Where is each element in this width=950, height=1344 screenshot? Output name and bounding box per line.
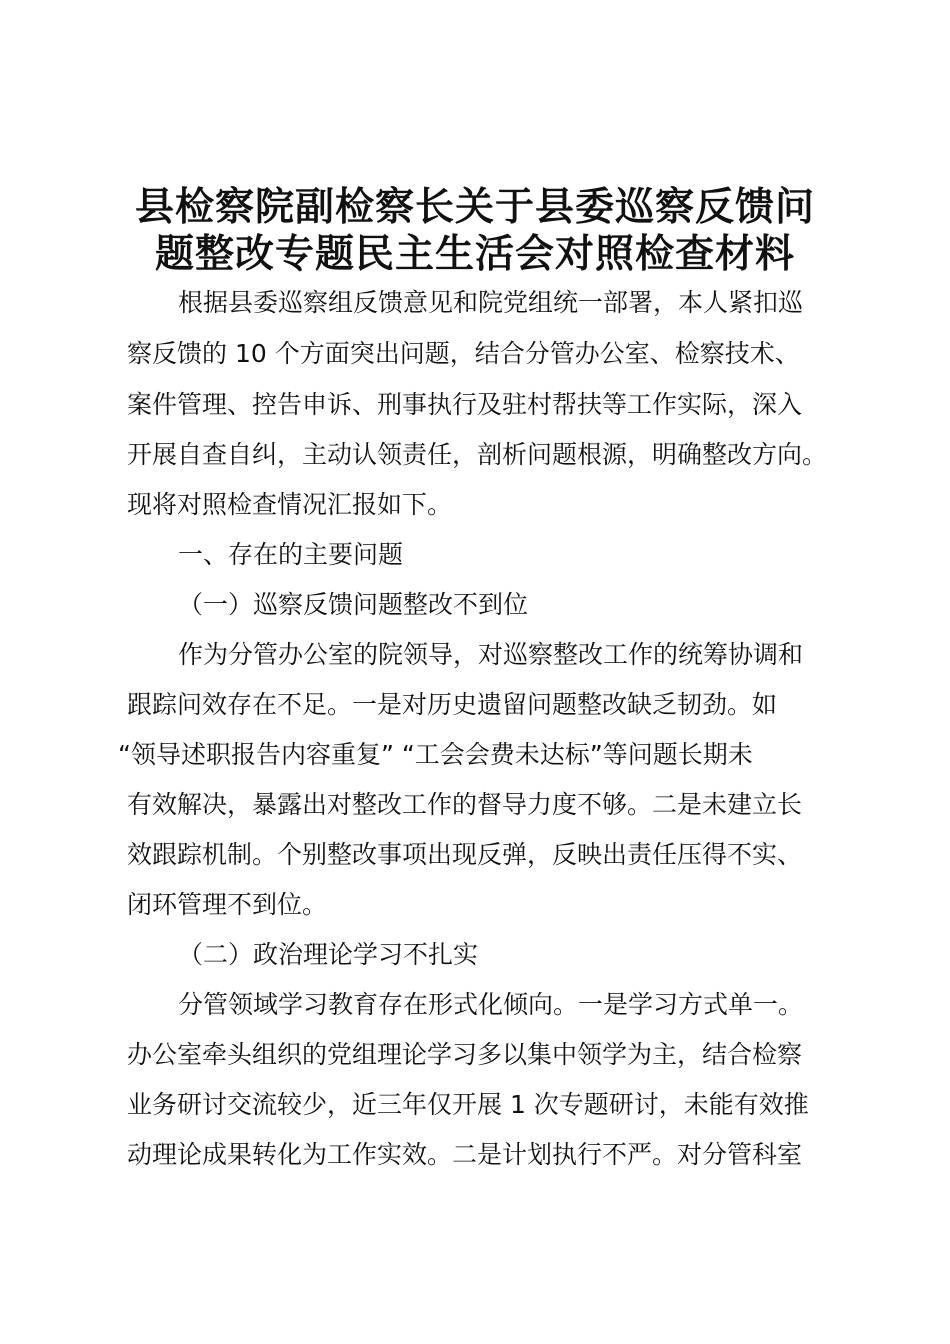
body-line: 办公室牵头组织的党组理论学习多以集中领学为主，结合检察 (127, 1040, 803, 1069)
subsection-heading: （一）巡察反馈问题整改不到位 (178, 590, 529, 619)
body-line: 效跟踪机制。个别整改事项出现反弹，反映出责任压得不实、 (127, 840, 803, 869)
section-heading: 一、存在的主要问题 (178, 540, 404, 569)
document-title-line-1: 县检察院副检察长关于县委巡察反馈问 (134, 184, 815, 230)
document-title-line-2: 题整改专题民主生活会对照检查材料 (154, 231, 795, 277)
body-line: 动理论成果转化为工作实效。二是计划执行不严。对分管科室 (127, 1140, 803, 1169)
body-line: 有效解决，暴露出对整改工作的督导力度不够。二是未建立长 (127, 790, 803, 819)
body-line: 现将对照检查情况汇报如下。 (127, 490, 453, 519)
body-line: 案件管理、控告申诉、刑事执行及驻村帮扶等工作实际，深入 (127, 390, 803, 419)
body-line: 开展自查自纠，主动认领责任，剖析问题根源，明确整改方向。 (127, 440, 828, 469)
body-line: 跟踪问效存在不足。一是对历史遗留问题整改缺乏韧劲。如 (127, 690, 778, 719)
body-line: “领导述职报告内容重复” “工会会费未达标”等问题长期未 (118, 740, 753, 769)
body-line: 业务研讨交流较少，近三年仅开展 1 次专题研讨，未能有效推 (127, 1090, 809, 1119)
body-line: 闭环管理不到位。 (127, 890, 328, 919)
body-line: 根据县委巡察组反馈意见和院党组统一部署，本人紧扣巡 (178, 288, 804, 317)
body-line: 分管领域学习教育存在形式化倾向。一是学习方式单一。 (178, 990, 804, 1019)
body-line: 察反馈的 10 个方面突出问题，结合分管办公室、检察技术、 (127, 339, 800, 368)
body-line: 作为分管办公室的院领导，对巡察整改工作的统筹协调和 (178, 640, 804, 669)
subsection-heading: （二）政治理论学习不扎实 (178, 940, 479, 969)
